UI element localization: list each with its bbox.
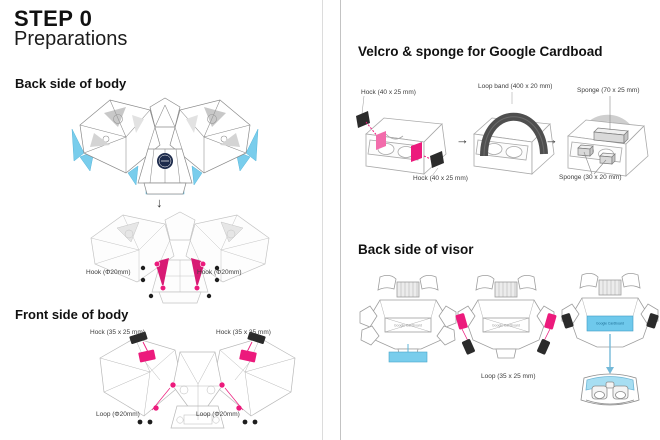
- velcro-title: Velcro & sponge for Google Cardboad: [358, 44, 603, 59]
- visor-band-text: Google Cardboard: [492, 323, 520, 328]
- page-edge-line: [340, 0, 341, 440]
- loop-right-label: Loop (Φ20mm): [196, 411, 240, 418]
- visor-loop-label: Loop (35 x 25 mm): [481, 373, 536, 380]
- front-body-title: Front side of body: [15, 307, 129, 322]
- back-body-colored-diagram: [70, 93, 260, 198]
- down-arrow-icon: ↓: [156, 195, 163, 210]
- visor-diagram-1: [358, 274, 458, 374]
- loop-left-label: Loop (Φ20mm): [96, 411, 140, 418]
- visor-title: Back side of visor: [358, 242, 474, 257]
- right-arrow-icon-1: →: [456, 132, 469, 147]
- page-subtitle: Preparations: [14, 28, 128, 50]
- visor-diagram-2: [456, 274, 556, 374]
- hock-bottom-label: Hock (40 x 25 mm): [413, 175, 468, 182]
- visor-band-text: Google Cardboard: [596, 321, 624, 326]
- hock-right-label: Hock (35 x 25 mm): [216, 329, 271, 336]
- loop-band-label: Loop band (400 x 20 mm): [478, 83, 553, 90]
- sponge-top-label: Sponge (70 x 25 mm): [577, 87, 640, 94]
- hock-top-label: Hock (40 x 25 mm): [361, 89, 416, 96]
- visor-band-text: Google Cardboard: [394, 323, 422, 328]
- logo-badge: [157, 153, 173, 169]
- hook-left-label: Hook (Φ20mm): [86, 269, 131, 276]
- assembled-cardboard: [581, 374, 639, 405]
- back-body-title: Back side of body: [15, 76, 127, 91]
- right-arrow-icon-2: →: [545, 132, 558, 147]
- back-body-hook-diagram: [75, 210, 285, 305]
- cardboard-hook-diagram: [354, 94, 454, 182]
- page-gutter-line: [322, 0, 323, 440]
- cardboard-sponge-diagram: [556, 94, 660, 184]
- hock-left-label: Hock (35 x 25 mm): [90, 329, 145, 336]
- visor-diagram-3: [560, 272, 660, 414]
- page-title: STEP 0: [14, 6, 93, 31]
- sponge-bottom-label: Sponge (30 x 20 mm): [559, 174, 622, 181]
- blue-patch: [389, 352, 427, 362]
- hook-right-label: Hook (Φ20mm): [197, 269, 242, 276]
